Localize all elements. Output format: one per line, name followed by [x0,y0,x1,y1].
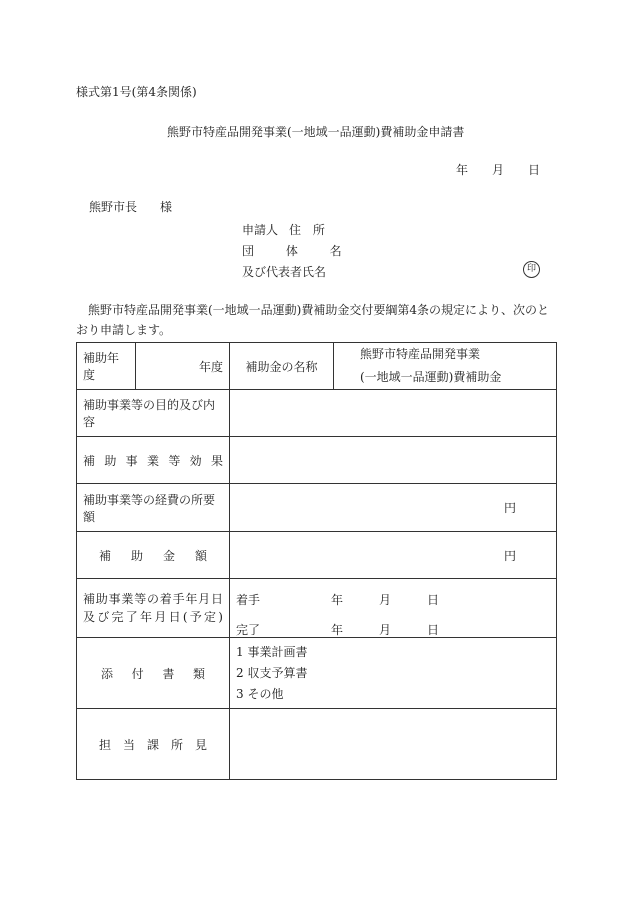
date-day: 日 [528,163,541,177]
row-amount [77,532,557,579]
opinion-field[interactable] [230,709,557,780]
body-text: 熊野市特産品開発事業(一地域一品運動)費補助金交付要綱第4条の規定により、次のとおり申請します。 [76,303,550,337]
row-purpose [77,390,557,437]
cost-unit: 円 [503,501,516,515]
date-year: 年 [456,163,469,177]
purpose-label: 補助事業等の目的及び内容 [77,390,230,437]
attachment-item: 2 収支予算書 [236,665,308,680]
date-month: 月 [492,163,505,177]
start-label: 着手 [236,593,261,607]
document-title: 熊野市特産品開発事業(一地域一品運動)費補助金申請書 [167,125,465,139]
applicant-label: 申請人 [242,223,279,237]
attachment-item: 3 その他 [236,686,284,701]
attachments-label: 添付書類 [101,666,205,681]
form-id: 様式第1号(第4条関係) [76,85,197,99]
end-year: 年 [331,623,344,637]
amount-label: 補助金額 [99,548,207,563]
subsidy-name-cell [334,343,557,390]
row-opinion [77,709,557,780]
applicant-representative-label: 及び代表者氏名 [242,265,327,279]
fiscal-year-field[interactable]: 年度 [136,343,230,390]
effect-label: 補助事業等効果 [83,453,223,468]
row-dates [77,579,557,638]
effect-field[interactable] [230,437,557,484]
start-day: 日 [427,593,440,607]
cost-field[interactable] [230,484,557,532]
applicant-address-label: 住 所 [289,223,325,237]
purpose-field[interactable] [230,390,557,437]
start-month: 月 [379,593,392,607]
application-table [76,342,557,780]
end-day: 日 [427,623,440,637]
dates-label-line1: 補助事業等の着手年月日 [83,592,223,606]
subsidy-name-line2: (一地域一品運動)費補助金 [360,370,502,384]
start-year: 年 [331,593,344,607]
fiscal-year-label: 補助年度 [77,343,136,390]
end-label: 完了 [236,623,261,637]
addressee-honorific: 様 [160,200,173,214]
end-month: 月 [379,623,392,637]
subsidy-name-label: 補助金の名称 [230,343,334,390]
amount-unit: 円 [503,548,516,563]
row-fiscal-year [77,343,557,390]
addressee-name: 熊野市長 [89,200,138,214]
attachments-list [230,638,557,709]
subsidy-name-line1: 熊野市特産品開発事業 [360,347,481,361]
row-attachments [77,638,557,709]
attachment-item: 1 事業計画書 [236,644,308,659]
row-cost [77,484,557,532]
amount-field[interactable] [230,532,557,579]
dates-label-line2: 及び完了年月日(予定) [83,610,223,624]
opinion-label: 担当課所見 [99,737,207,752]
cost-label: 補助事業等の経費の所要額 [77,484,230,532]
seal-mark: 印 [523,261,540,278]
dates-field[interactable] [230,579,557,638]
applicant-group-label: 団 体 名 [242,244,342,258]
row-effect [77,437,557,484]
